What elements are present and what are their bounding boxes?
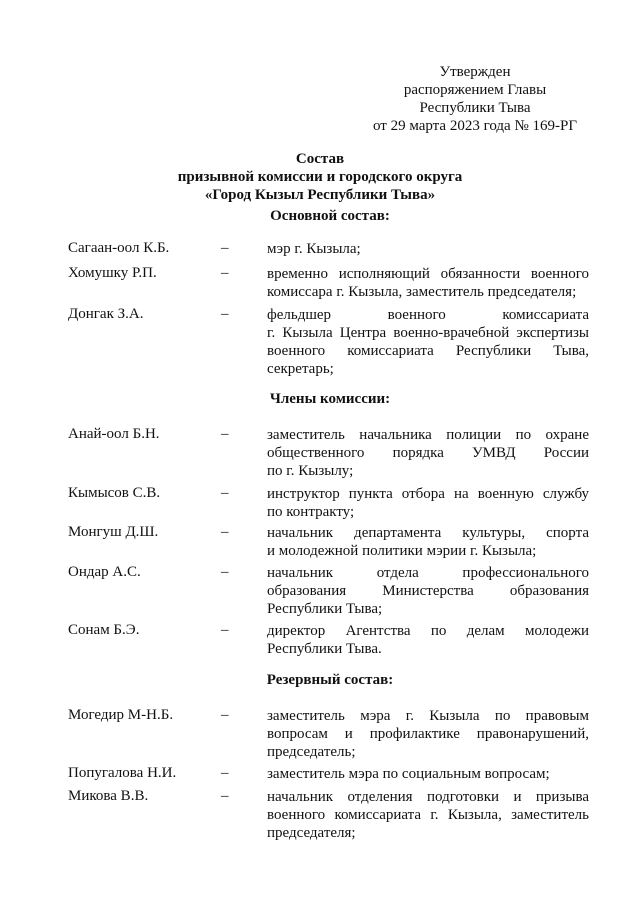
member-name: Донгак З.А. <box>68 306 144 322</box>
dash-separator: – <box>221 788 229 804</box>
approval-line: распоряжением Главы <box>403 82 547 98</box>
dash-separator: – <box>221 485 229 501</box>
member-name: Ондар А.С. <box>68 564 141 580</box>
member-name: Кымысов С.В. <box>68 485 161 501</box>
approval-line: Утвержден <box>439 64 511 80</box>
section-heading-main: Основной состав: <box>270 208 390 224</box>
dash-separator: – <box>221 426 229 442</box>
member-role: начальник отдела профессионального образования Министерства образования Республики Тыва; <box>267 565 589 617</box>
title-line: Состав <box>295 151 345 167</box>
member-role: инструктор пункта отбора на военную службу по контракту; <box>267 486 589 520</box>
dash-separator: – <box>221 707 229 723</box>
section-heading-members: Члены комиссии: <box>269 391 391 407</box>
member-role: заместитель мэра по социальным вопросам; <box>267 766 550 782</box>
document-title <box>0 150 640 204</box>
title-line: «Город Кызыл Республики Тыва» <box>204 187 436 203</box>
member-name: Могедир М-Н.Б. <box>68 707 174 723</box>
approval-block <box>340 63 610 135</box>
member-role: временно исполняющий обязанности военного комиссара г. Кызыла, заместитель председателя; <box>267 266 589 300</box>
approval-line: от 29 марта 2023 года № 169-РГ <box>372 118 578 134</box>
dash-separator: – <box>221 622 229 638</box>
dash-separator: – <box>221 524 229 540</box>
member-name: Сагаан-оол К.Б. <box>68 240 170 256</box>
member-role: начальник отделения подготовки и призыва военного комиссариата г. Кызыла, заместитель председателя; <box>267 789 589 841</box>
title-line: призывной комиссии и городского округа <box>177 169 463 185</box>
member-role: начальник департамента культуры, спорта и молодежной политики мэрии г. Кызыла; <box>267 525 589 559</box>
member-name: Хомушку Р.П. <box>68 265 157 281</box>
member-name: Монгуш Д.Ш. <box>68 524 159 540</box>
member-role: заместитель мэра г. Кызыла по правовым вопросам и профилактике правонарушений, председатель; <box>267 708 589 760</box>
member-name: Микова В.В. <box>68 788 149 804</box>
member-name: Сонам Б.Э. <box>68 622 140 638</box>
dash-separator: – <box>221 765 229 781</box>
member-name: Попугалова Н.И. <box>68 765 177 781</box>
member-role: мэр г. Кызыла; <box>267 241 361 257</box>
member-role: заместитель начальника полиции по охране общественного порядка УМВД России по г. Кызылу; <box>267 427 589 479</box>
member-role: фельдшер военного комиссариата г. Кызыла Центра военно-врачебной экспертизы военного комиссариата Республики Тыва, секретарь; <box>267 307 589 377</box>
section-heading-reserve: Резервный состав: <box>266 672 394 688</box>
approval-line: Республики Тыва <box>419 100 531 116</box>
dash-separator: – <box>221 240 229 256</box>
dash-separator: – <box>221 306 229 322</box>
dash-separator: – <box>221 265 229 281</box>
dash-separator: – <box>221 564 229 580</box>
member-name: Анай-оол Б.Н. <box>68 426 160 442</box>
member-role: директор Агентства по делам молодежи Республики Тыва. <box>267 623 589 657</box>
